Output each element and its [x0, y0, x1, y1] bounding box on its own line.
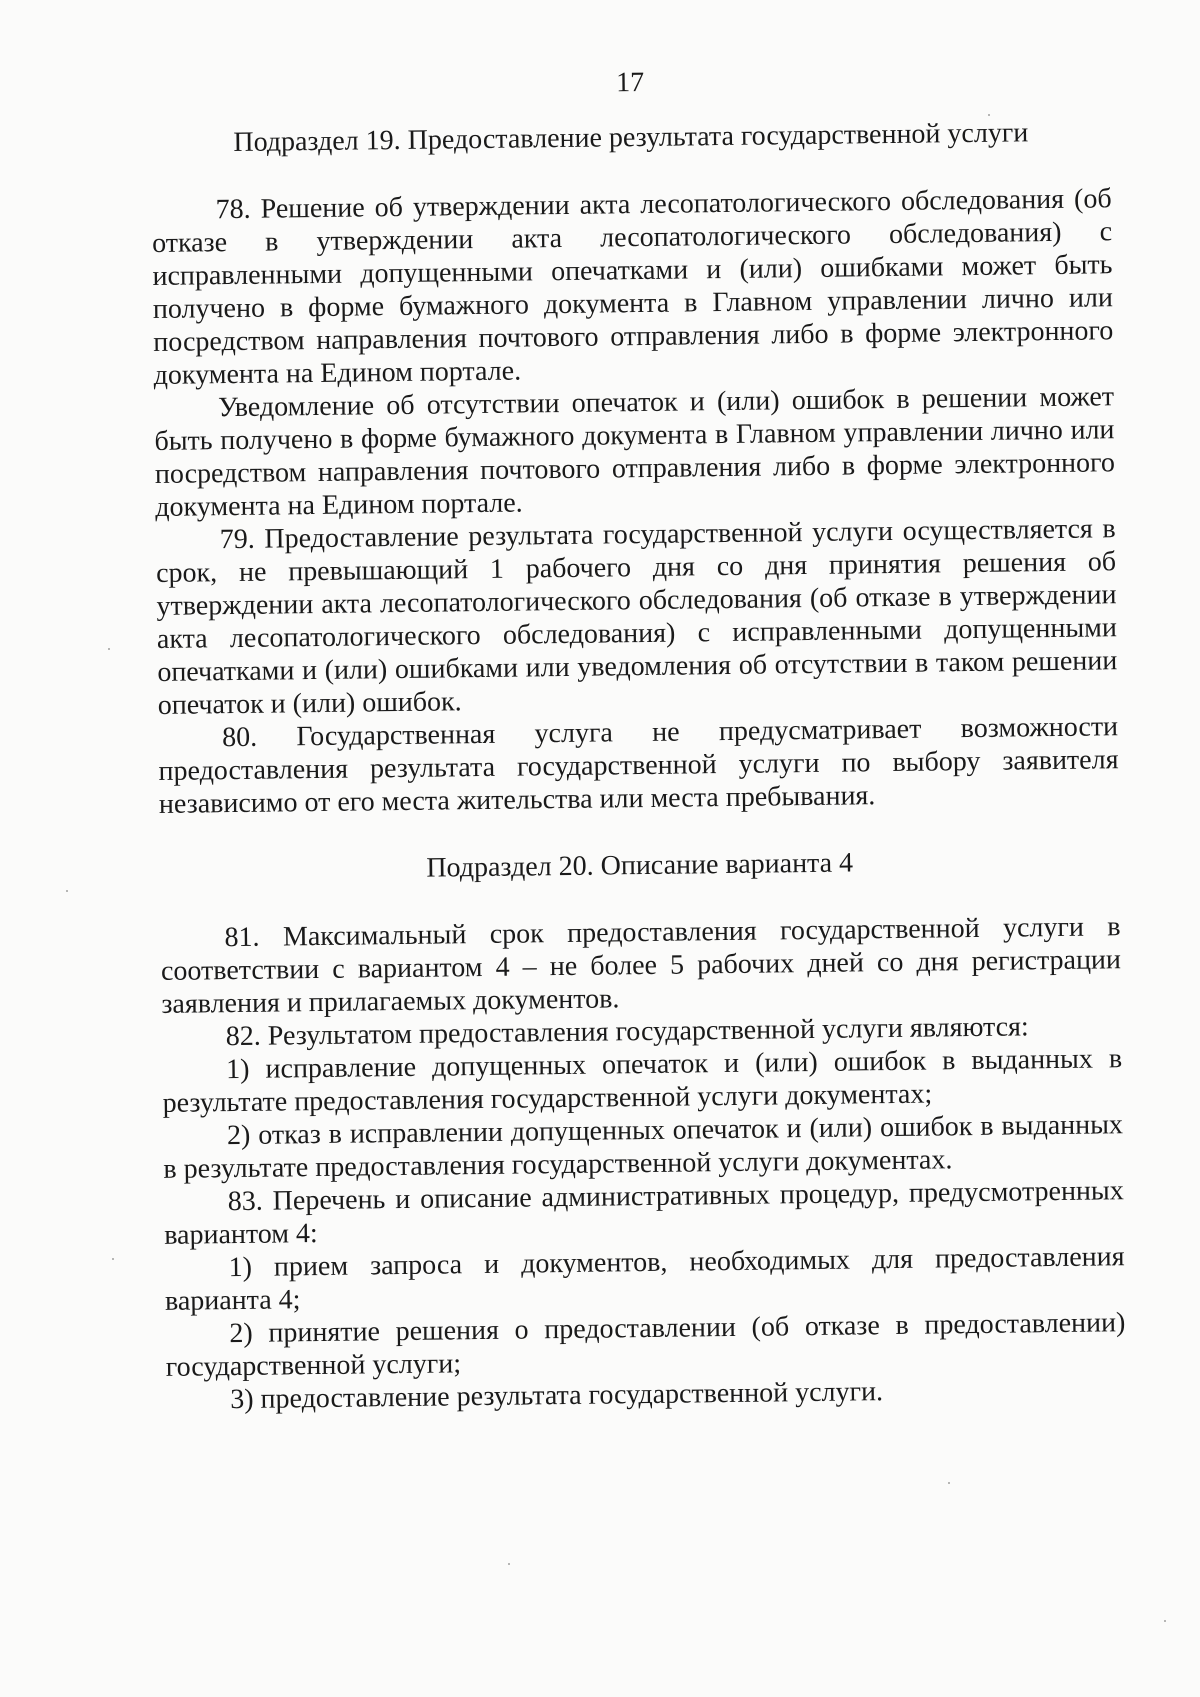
paragraph-83-item-2: 2) принятие решения о предоставлении (об отказе в предоставлении) государственной услуги; — [165, 1307, 1126, 1383]
scan-speck — [66, 890, 68, 892]
paragraph-notification: Уведомление об отсутствии опечаток и (или) ошибок в решении может быть получено в форме бумажного документа в Главном управлении лично или посредством направления почтового отправления либо в форме электронного документа на Едином портале. — [154, 381, 1116, 523]
paragraph-80: 80. Государственная услуга не предусматривает возможности предоставления результата государственной услуги по выбору заявителя независимо от его места жительства или места пребывания. — [158, 711, 1119, 820]
paragraph-83-item-1: 1) прием запроса и документов, необходимых для предоставления варианта 4; — [164, 1241, 1125, 1317]
paragraph-83: 83. Перечень и описание административных процедур, предусмотренных вариантом 4: — [164, 1175, 1124, 1251]
section-20-heading: Подраздел 20. Описание варианта 4 — [426, 847, 854, 884]
scan-speck — [108, 648, 110, 650]
paragraph-82-item-1: 1) исправление допущенных опечаток и (или) ошибок в выданных в результате предоставления государственной услуги документах; — [162, 1043, 1123, 1119]
paragraph-79: 79. Предоставление результата государственной услуги осуществляется в срок, не превышающий 1 рабочего дня со дня принятия решения об утверждении акта лесопатологического обследования (об отказе в утверждении акта лесопатологического обследования) с исправленными допущенными опечатками и (или) ошибками или уведомления об отсутствии в таком решении опечаток и (или) ошибок. — [155, 513, 1118, 721]
paragraph-81: 81. Максимальный срок предоставления государственной услуги в соответствии с вариантом 4 – не более 5 рабочих дней со дня регистрации заявления и прилагаемых документов. — [160, 911, 1122, 1020]
page-number: 17 — [615, 66, 645, 99]
scan-speck — [948, 1482, 950, 1484]
paragraph-82-item-2: 2) отказ в исправлении допущенных опечаток и (или) ошибок в выданных в результате предоставления государственной услуги документах. — [163, 1109, 1124, 1185]
paragraph-82: 82. Результатом предоставления государственной услуги являются: — [225, 1011, 1029, 1053]
scan-speck — [988, 114, 990, 116]
page-content — [150, 60, 1126, 1417]
scan-speck — [508, 1563, 510, 1565]
section-19-heading: Подраздел 19. Предоставление результата государственной услуги — [233, 117, 1029, 158]
scan-speck — [1164, 1620, 1166, 1622]
paragraph-78: 78. Решение об утверждении акта лесопатологического обследования (об отказе в утверждении акта лесопатологического обследования) с исправленными допущенными опечатками и (или) ошибками может быть получено в форме бумажного документа в Главном управлении лично или посредством направления почтового отправления либо в форме электронного документа на Едином портале. — [151, 183, 1114, 391]
scan-speck — [112, 1258, 114, 1260]
paragraph-83-item-3: 3) предоставление результата государственной услуги. — [230, 1376, 884, 1416]
